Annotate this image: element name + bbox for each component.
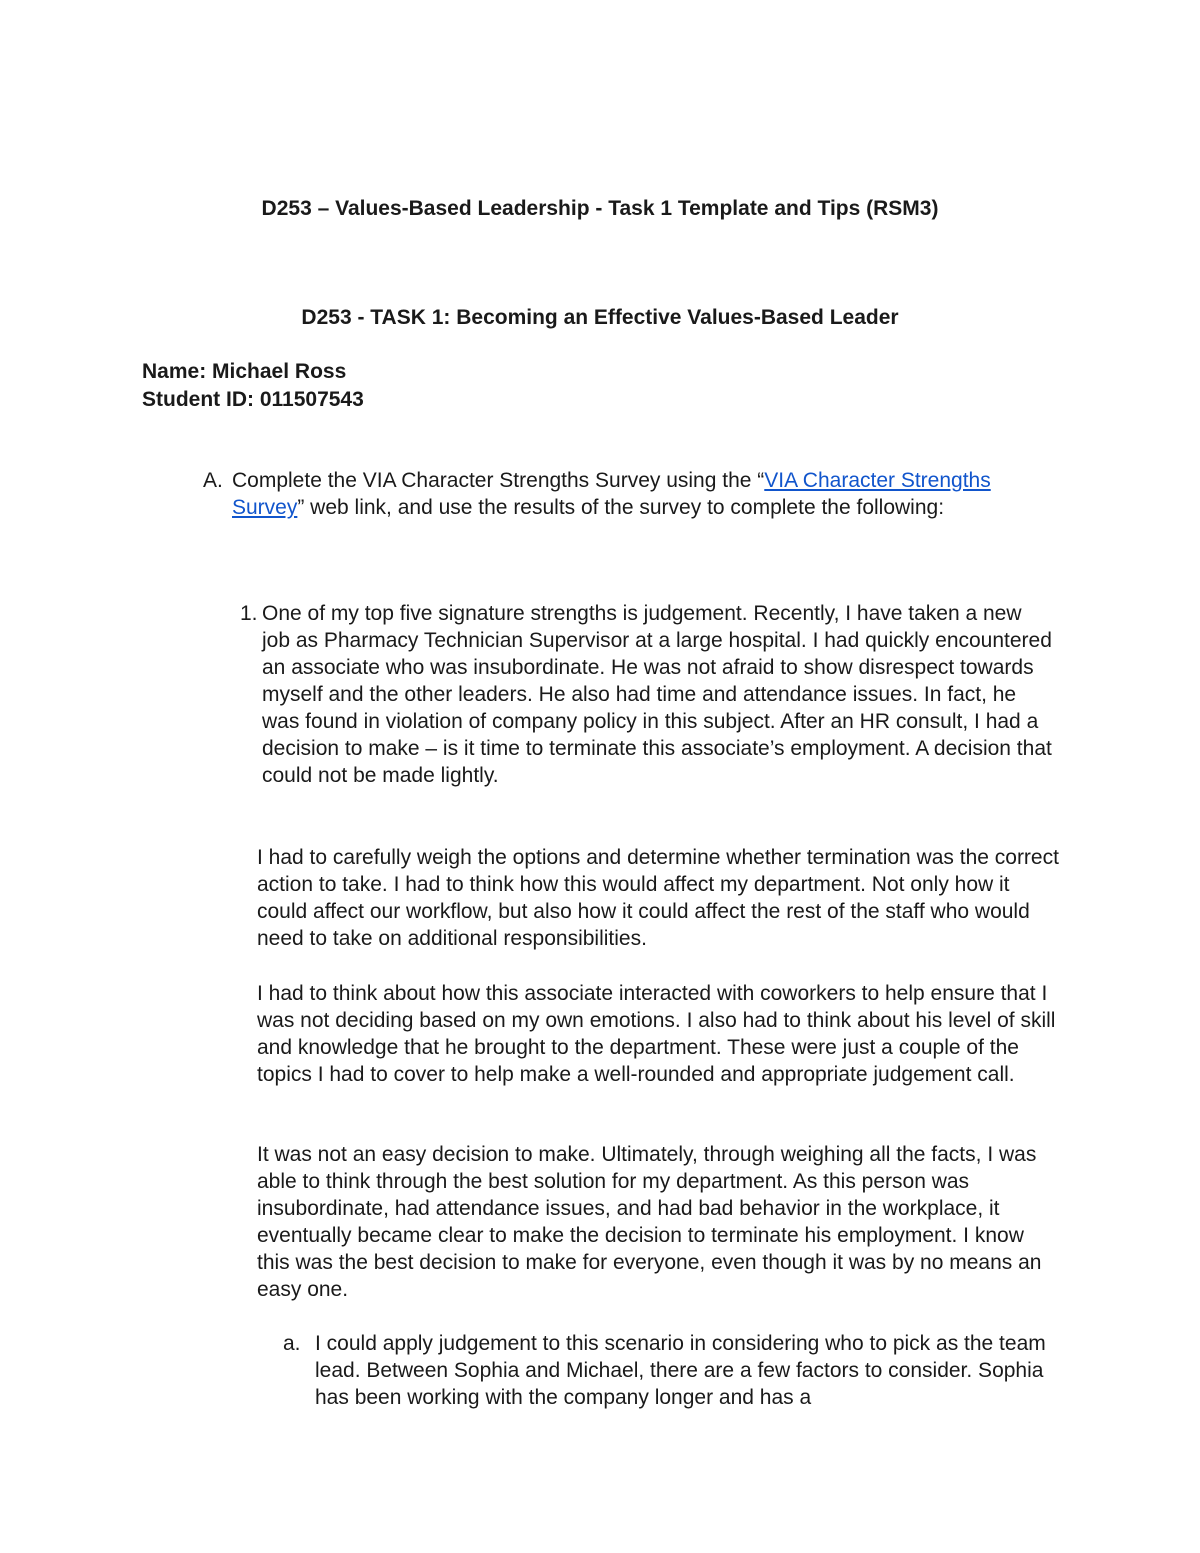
list-item-1-marker: 1. <box>240 602 258 625</box>
student-id-label: Student ID: <box>142 388 254 411</box>
paragraph-coworkers: I had to think about how this associate interacted with coworkers to help ensure that I was not deciding based on my own emotions. I also had to think about his level of skill and knowledge that he brought to the department. These were just a couple of the topics I had to cover to help make a well-rounded and appropriate judgement call. <box>257 982 1056 1086</box>
list-item-a <box>283 1330 1063 1411</box>
list-item-1 <box>240 600 1055 789</box>
name-row <box>142 358 364 386</box>
list-item-a-marker: a. <box>283 1332 301 1355</box>
paragraph-weigh-options: I had to carefully weigh the options and determine whether termination was the correct action to take. I had to think how this would affect my department. Not only how it could affect our workflow, but also how it could affect the rest of the staff who would need to take on additional responsibilities. <box>257 846 1059 950</box>
student-id-row <box>142 386 364 414</box>
document-title: D253 – Values-Based Leadership - Task 1 Template and Tips (RSM3) <box>261 197 939 220</box>
section-a-text-after: ” web link, and use the results of the survey to complete the following: <box>297 496 945 519</box>
task-title: D253 - TASK 1: Becoming an Effective Values-Based Leader <box>301 306 899 329</box>
paragraph-decision: It was not an easy decision to make. Ultimately, through weighing all the facts, I was able to think through the best solution for my department. As this person was insubordinate, had attendance issues, and had bad behavior in the workplace, it eventually became clear to make the decision to terminate his employment. I know this was the best decision to make for everyone, even though it was by no means an easy one. <box>257 1143 1042 1301</box>
section-a <box>203 467 1043 521</box>
name-value: Michael Ross <box>212 360 347 383</box>
name-label: Name: <box>142 360 207 383</box>
via-survey-link[interactable]: VIA Character Strengths Survey <box>232 469 991 519</box>
student-info <box>142 358 364 414</box>
list-item-a-text: I could apply judgement to this scenario in considering who to pick as the team lead. Between Sophia and Michael, there are a few factors to consider. Sophia has been working with the company longer and has a <box>315 1332 1046 1409</box>
section-a-text-before: Complete the VIA Character Strengths Survey using the “ <box>232 469 765 492</box>
list-item-1-text: One of my top five signature strengths is judgement. Recently, I have taken a new job as Pharmacy Technician Supervisor at a large hospital. I had quickly encountered an associate who was insubordinate. He was not afraid to show disrespect towards myself and the other leaders. He also had time and attendance issues. In fact, he was found in violation of company policy in this subject. After an HR consult, I had a decision to make – is it time to terminate this associate’s employment. A decision that could not be made lightly. <box>262 602 1052 787</box>
section-a-text <box>232 467 1043 521</box>
student-id-value: 011507543 <box>259 388 364 411</box>
section-a-marker: A. <box>203 469 223 492</box>
